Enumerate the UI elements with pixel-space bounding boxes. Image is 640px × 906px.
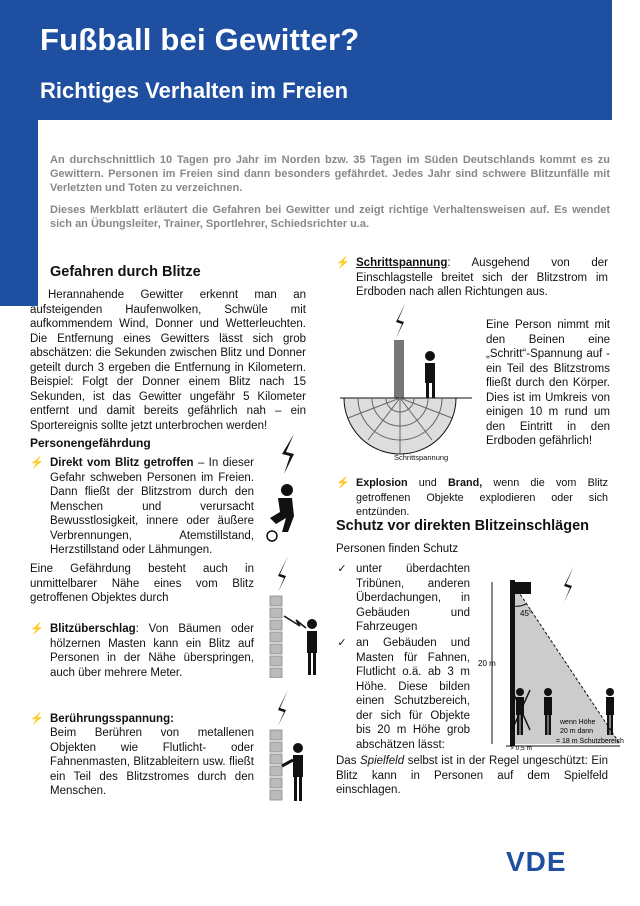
direkt-text: – In dieser Gefahr schweben Personen im Freien. Dann fließt der Blitzstrom durch den Menschen und verursacht Bewusstlosigkeit, innere oder äußere Verbrennungen, Atemstillstand, Herzstillstand oder Lähmungen.: [50, 457, 254, 556]
height-note-2: 20 m dann: [560, 728, 594, 735]
lightning-bullet-icon: ⚡: [336, 477, 350, 489]
direkt-title: Direkt vom Blitz getroffen: [50, 457, 194, 469]
lightning-bullet-icon: ⚡: [30, 713, 44, 725]
step-voltage-figure: [338, 300, 478, 462]
schutz-item-1: unter überdachten Tribünen, anderen Überdachungen, in Gebäuden und Fahrzeugen: [356, 563, 470, 633]
section-heading-personen: Personengefährdung: [30, 436, 151, 450]
height-note-3: = 18 m Schutzbereich: [556, 738, 624, 745]
height-note-1: wenn Höhe: [560, 719, 596, 726]
direkt-item: [50, 456, 254, 558]
section-heading-gefahren: Gefahren durch Blitze: [50, 264, 201, 280]
explosion-text: wenn die vom Blitz getroffenen Objekte explodieren oder sich entzünden.: [356, 477, 608, 518]
flashover-figure: [266, 556, 328, 678]
spielfeld-text: [336, 754, 608, 798]
spielfeld-pre: Das: [336, 755, 361, 767]
schritt-side-text: Eine Person nimmt mit den Beinen eine „Schritt“-Spannung auf - ein Teil des Blitzstroms fließt durch den Körper. Dies ist im Umkreis von einigen 10 m rund um den Eintritt in den Erdboden gefährlich!: [486, 319, 610, 447]
beruehrung-text: Beim Berühren von metallenen Objekten wie Flutlicht- oder Fahnenmasten, Blitzableitern usw. fließt ein Teil des Blitzstromes durch den Menschen.: [50, 727, 254, 797]
page-subtitle: Richtiges Verhalten im Freien: [40, 78, 349, 103]
checkmark-icon: ✓: [337, 637, 347, 649]
spielfeld-post: selbst ist in der Regel ungeschützt: Ein Blitz kann in Personen auf dem Spielfeld einschlagen.: [336, 755, 608, 796]
vde-logo: VDE: [506, 846, 567, 877]
explosion-title: Explosion: [356, 477, 408, 489]
explosion-item: [356, 476, 608, 520]
checkmark-icon: ✓: [337, 563, 347, 575]
page-title: Fußball bei Gewitter?: [40, 22, 360, 57]
intro-paragraph-1: An durchschnittlich 10 Tagen pro Jahr im Norden bzw. 35 Tagen im Süden Deutschlands kommt es zu Gewittern. Personen im Freien sind dann besonders gefährdet. Jedes Jahr sind schwere Blitzunfälle mit Verletzten und Toten zu verzeichnen.: [50, 154, 610, 194]
schritt-title: Schrittspannung: [356, 257, 448, 269]
lightning-bullet-icon: ⚡: [30, 623, 44, 635]
lightning-icon: [282, 434, 294, 474]
gefahren-text: Herannahende Gewitter erkennt man an aufsteigenden Haufenwolken, Schwüle mit aufkommendem Wind, Donner und Wetterleuchten. Die Entfernung eines Gewitters lässt sich grob abschätzen: die Sekunden zwischen Blitz und Donner geteilt durch 3 ergeben die Entfernung in Kilometern. Beispiel: Folgt der Donner einem Blitz nach 15 Sekunden, ist das Gewitter ungefähr 5 Kilometer entfernt und damit bereits gefährlich nah – ein Sportereignis sollte jetzt unterbrochen werden!: [30, 289, 306, 432]
schutz-lead: Personen finden Schutz: [336, 543, 459, 555]
distance-label: > 0,5 m: [510, 745, 532, 752]
step-voltage-label: Schrittspannung: [394, 453, 449, 462]
schritt-item: [356, 256, 608, 300]
schritt-text: : Ausgehend von der Einschlagstelle breitet sich der Blitzstrom im Erdboden nach allen Richtungen aus.: [356, 257, 608, 298]
schutz-item-2: an Gebäuden und Masten für Fahnen, Flutlicht o.ä. ab 3 m Höhe. Diese bilden einen Schutzbereich, der sich für Objekte bis 20 m Höhe grob abschätzen lässt:: [356, 637, 470, 751]
explosion-connector: und: [407, 477, 448, 489]
naehe-text: Eine Gefährdung besteht auch in unmittelbarer Nähe eines vom Blitz getroffenen Objektes durch: [30, 563, 254, 604]
section-heading-schutz: Schutz vor direkten Blitzeinschlägen: [336, 518, 589, 534]
ueberschlag-item: [50, 622, 254, 680]
angle-label: 45°: [520, 609, 533, 618]
touch-voltage-figure: [266, 690, 328, 808]
lightning-bullet-icon: ⚡: [336, 257, 350, 269]
header-banner-side: [0, 120, 38, 306]
lightning-bullet-icon: ⚡: [30, 457, 44, 469]
ueberschlag-text: : Von Bäumen oder hölzernen Masten kann ein Blitz auf Personen in der Nähe überspringen, auch über mehrere Meter.: [50, 623, 254, 679]
brand-title: Brand,: [448, 477, 483, 489]
struck-player-figure: [260, 432, 310, 542]
ueberschlag-title: Blitzüberschlag: [50, 623, 136, 635]
spielfeld-emphasis: Spielfeld: [360, 755, 405, 767]
intro-paragraph-2: Dieses Merkblatt erläutert die Gefahren bei Gewitter und zeigt richtige Verhaltensweisen auf. Es wendet sich an Übungsleiter, Trainer, Sportlehrer, Schiedsrichter u.a.: [50, 204, 610, 230]
beruehrung-title: Berührungsspannung:: [50, 713, 174, 725]
height-label: 20 m: [478, 659, 496, 668]
protection-zone-figure: [476, 566, 624, 756]
